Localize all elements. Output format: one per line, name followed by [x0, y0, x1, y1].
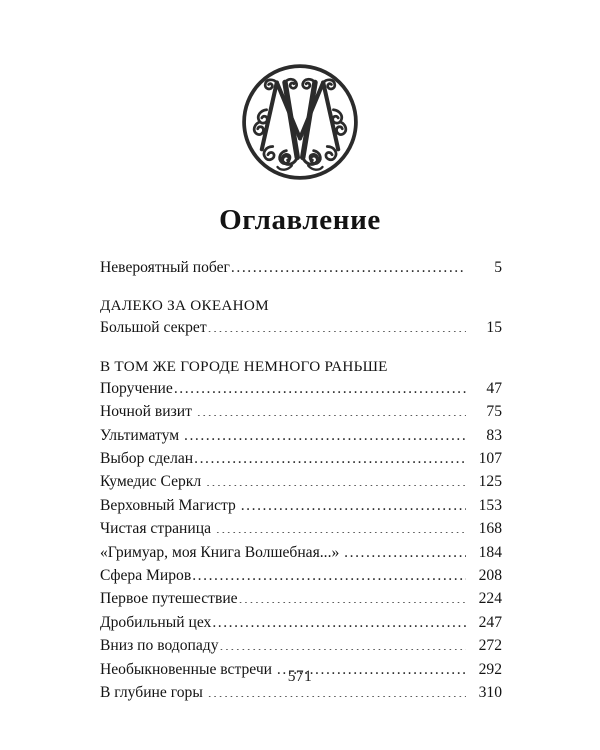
toc-entry-page: 168: [478, 520, 502, 538]
toc-entry-page: 184: [478, 543, 502, 561]
toc-entry[interactable]: [100, 634, 502, 657]
toc-entry[interactable]: [100, 256, 502, 279]
toc-entry-title: Первое путешествие: [100, 590, 238, 608]
toc-entry-page: 224: [478, 590, 502, 608]
toc-entry-page: 75: [486, 403, 502, 421]
ornament-container: [0, 62, 600, 182]
page-folio-number: 571: [287, 668, 313, 685]
toc-entry[interactable]: [100, 400, 502, 423]
dot-leader: [184, 424, 466, 440]
toc-section-heading: В ТОМ ЖЕ ГОРОДЕ НЕМНОГО РАНЬШЕ: [100, 357, 388, 375]
dot-leader: [208, 317, 466, 333]
toc-entry-title: Большой секрет: [100, 319, 207, 337]
dot-leader: [344, 541, 466, 557]
dot-leader: [197, 401, 466, 417]
toc-entry[interactable]: [100, 541, 502, 564]
toc-entry-title: Необыкновенные встречи: [100, 660, 273, 678]
toc-entry-title: Ночной визит: [100, 403, 192, 421]
dot-leader: [192, 564, 466, 580]
toc-entry[interactable]: [100, 377, 502, 400]
dot-leader: [220, 635, 466, 651]
toc-entry-page: 83: [486, 426, 502, 444]
dot-leader: [206, 471, 466, 487]
toc-entry-page: 107: [478, 450, 502, 468]
dot-leader: [239, 588, 466, 604]
toc-entry-title: Выбор сделан: [100, 450, 194, 468]
toc-entry-page: 208: [478, 567, 502, 585]
toc-entry[interactable]: [100, 587, 502, 610]
toc-entry-title: Сфера Миров: [100, 567, 192, 585]
toc-entry-title: Поручение: [100, 379, 173, 397]
toc-section-heading: ДАЛЕКО ЗА ОКЕАНОМ: [100, 297, 269, 315]
dot-leader: [194, 447, 466, 463]
dot-leader: [216, 518, 466, 534]
dot-leader: [174, 377, 466, 393]
toc-entry-title: Чистая страница: [100, 520, 211, 538]
toc-entry-page: 153: [478, 496, 502, 514]
dot-leader: [212, 611, 466, 627]
page-title: Оглавление: [219, 204, 381, 236]
toc-entry-page: 15: [486, 319, 502, 337]
toc-entry-page: 292: [478, 660, 502, 678]
toc-entry[interactable]: [100, 611, 502, 634]
toc-entry-page: 125: [478, 473, 502, 491]
toc-entry-title: В глубине горы: [100, 684, 203, 702]
toc-entry[interactable]: [100, 517, 502, 540]
toc-entry-title: Вниз по водопаду: [100, 637, 219, 655]
toc-entry[interactable]: [100, 316, 502, 339]
toc-entry-page: 247: [478, 613, 502, 631]
toc-entry[interactable]: [100, 494, 502, 517]
toc-entry-page: 5: [494, 259, 502, 276]
toc-entry-title: Невероятный побег: [100, 259, 230, 276]
toc-entry-title: Кумедис Серкл: [100, 473, 202, 491]
dot-leader: [231, 256, 466, 272]
toc-entry-page: 310: [478, 684, 502, 702]
toc-entry-page: 47: [486, 379, 502, 397]
toc-entry[interactable]: [100, 564, 502, 587]
toc-entry[interactable]: [100, 424, 502, 447]
toc-entry-title: Дробильный цех: [100, 613, 212, 631]
dot-leader: [241, 494, 466, 510]
monogram-m-circle-icon: [231, 62, 369, 182]
toc-entry-title: «Гримуар, моя Книга Волшебная...»: [100, 543, 340, 561]
toc-entry-page: 272: [478, 637, 502, 655]
toc-entry[interactable]: [100, 447, 502, 470]
table-of-contents: [100, 256, 502, 705]
toc-entry[interactable]: [100, 470, 502, 493]
toc-entry-title: Ультиматум: [100, 426, 180, 444]
toc-entry-title: Верховный Магистр: [100, 496, 236, 514]
